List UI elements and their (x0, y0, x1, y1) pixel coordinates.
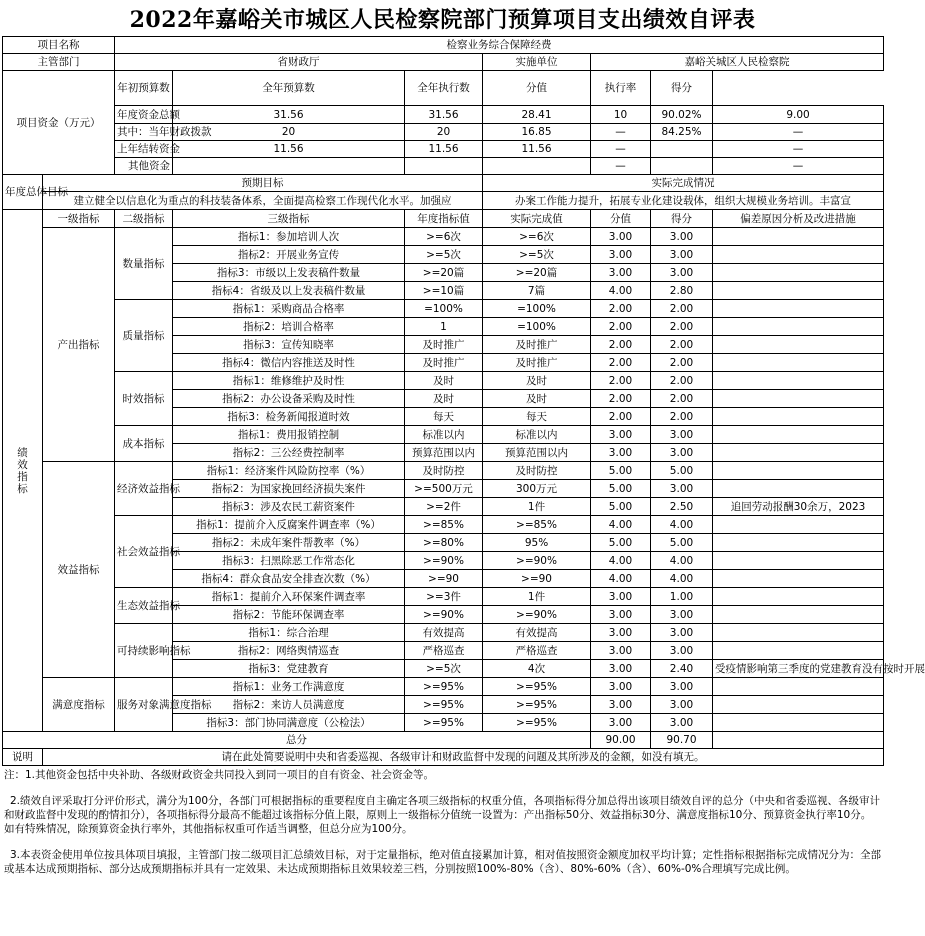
level3-indicator: 指标1：提前介入反腐案件调查率（%） (173, 516, 405, 534)
target-value: 及时防控 (405, 462, 483, 480)
level3-indicator: 指标1：参加培训人次 (173, 228, 405, 246)
target-value: >=90% (405, 552, 483, 570)
funds-value: 28.41 (483, 106, 591, 124)
level3-indicator: 指标2：网络舆情巡查 (173, 642, 405, 660)
table-row (3, 588, 884, 606)
actual-value: 严格巡查 (483, 642, 591, 660)
deviation-note (713, 408, 884, 426)
deviation-note (713, 534, 884, 552)
score-got: 3.00 (651, 444, 713, 462)
funds-value (651, 141, 713, 158)
target-value: >=6次 (405, 228, 483, 246)
score-got: 3.00 (651, 624, 713, 642)
deviation-note: 受疫情影响第三季度的党建教育没有按时开展 (713, 660, 884, 678)
level3-indicator: 指标2：为国家挽回经济损失案件 (173, 480, 405, 498)
score-got: 3.00 (651, 480, 713, 498)
target-value: >=500万元 (405, 480, 483, 498)
note-3: 3.本表资金使用单位按具体项目填报，主管部门按二级项目汇总绩效目标，对于定量指标，绝对值直接累加计算，相对值按照资金额度加权平均计算；定性指标根据指标完成情况分为：全部或基本达成预期指标、部分达成预期指标并具有一定效果、未达成预期指标且效果较差三档，分别按照100%-80%（含）、80%-60%（含）、60%-0%合理填写完成比例。 (4, 849, 882, 875)
score-weight: 5.00 (591, 480, 651, 498)
table-row (3, 54, 884, 71)
funds-value: 90.02% (651, 106, 713, 124)
score-got: 3.00 (651, 714, 713, 732)
perf-col-header: 得分 (651, 210, 713, 228)
funds-value: 11.56 (483, 141, 591, 158)
score-got: 3.00 (651, 228, 713, 246)
deviation-note (713, 300, 884, 318)
actual-value: >=90% (483, 606, 591, 624)
score-weight: 3.00 (591, 228, 651, 246)
level2-indicator: 成本指标 (115, 426, 173, 462)
deviation-note (713, 318, 884, 336)
score-got: 2.00 (651, 408, 713, 426)
notes (2, 768, 883, 876)
level3-indicator: 指标2：三公经费控制率 (173, 444, 405, 462)
table-row (3, 462, 884, 480)
score-weight: 5.00 (591, 498, 651, 516)
note-1: 注：1.其他资金包括中央补助、各级财政资金共同投入到同一项目的自有资金、社会资金等。 (4, 769, 435, 781)
level2-indicator: 服务对象满意度指标 (115, 678, 173, 732)
evaluation-table (2, 36, 925, 766)
table-row (3, 732, 884, 749)
perf-label-char: 标 (17, 482, 28, 495)
deviation-note (713, 444, 884, 462)
actual-value: 预算范围以内 (483, 444, 591, 462)
score-weight: 3.00 (591, 444, 651, 462)
target-value: >=20篇 (405, 264, 483, 282)
score-weight: 3.00 (591, 714, 651, 732)
project-name-value: 检察业务综合保障经费 (115, 37, 884, 54)
deviation-note (713, 282, 884, 300)
target-value: 及时推广 (405, 336, 483, 354)
deviation-note (713, 570, 884, 588)
target-value: 每天 (405, 408, 483, 426)
score-weight: 2.00 (591, 372, 651, 390)
score-got: 2.40 (651, 660, 713, 678)
funds-value: 9.00 (713, 106, 884, 124)
funds-col-header: 年初预算数 (115, 71, 173, 106)
score-weight: 3.00 (591, 588, 651, 606)
table-row (3, 624, 884, 642)
goals-label-text: 年度总体目标 (5, 186, 68, 198)
level3-indicator: 指标3：涉及农民工薪资案件 (173, 498, 405, 516)
target-value: 及时推广 (405, 354, 483, 372)
score-weight: 4.00 (591, 570, 651, 588)
score-weight: 3.00 (591, 642, 651, 660)
deviation-note (713, 552, 884, 570)
funds-row-name: 年度资金总额 (115, 106, 173, 124)
funds-value: 11.56 (173, 141, 405, 158)
perf-col-header: 二级指标 (115, 210, 173, 228)
score-got: 3.00 (651, 264, 713, 282)
score-got: 3.00 (651, 678, 713, 696)
funds-row-name: 其中：当年财政拨款 (115, 124, 173, 141)
table-row (3, 192, 884, 210)
actual-value: =100% (483, 318, 591, 336)
actual-value: 1件 (483, 498, 591, 516)
page-title: 2022年嘉峪关市城区人民检察院部门预算项目支出绩效自评表 (129, 7, 756, 33)
funds-row-name: 上年结转资金 (115, 141, 173, 158)
perf-label (3, 210, 43, 732)
actual-value: 标准以内 (483, 426, 591, 444)
level2-indicator: 质量指标 (115, 300, 173, 372)
funds-row-name: 其他资金 (115, 158, 173, 175)
level2-indicator: 数量指标 (115, 228, 173, 300)
total-label: 总分 (3, 732, 591, 749)
deviation-note (713, 246, 884, 264)
level3-indicator: 指标1：采购商品合格率 (173, 300, 405, 318)
deviation-note (713, 480, 884, 498)
deviation-note (713, 678, 884, 696)
table-row (3, 516, 884, 534)
funds-value: 31.56 (405, 106, 483, 124)
funds-value: 20 (405, 124, 483, 141)
level3-indicator: 指标4：微信内容推送及时性 (173, 354, 405, 372)
actual-value: 1件 (483, 588, 591, 606)
score-got: 3.00 (651, 426, 713, 444)
funds-value: 10 (591, 106, 651, 124)
deviation-note (713, 426, 884, 444)
deviation-note (713, 606, 884, 624)
score-weight: 3.00 (591, 264, 651, 282)
target-value: >=85% (405, 516, 483, 534)
level3-indicator: 指标4：省级及以上发表稿件数量 (173, 282, 405, 300)
goals-label (3, 175, 68, 210)
level3-indicator: 指标1：综合治理 (173, 624, 405, 642)
score-weight: 2.00 (591, 336, 651, 354)
target-value: 1 (405, 318, 483, 336)
target-value: 严格巡查 (405, 642, 483, 660)
actual-value: 及时 (483, 390, 591, 408)
table-row (3, 678, 884, 696)
target-value: 有效提高 (405, 624, 483, 642)
score-got: 5.00 (651, 462, 713, 480)
actual-value: >=85% (483, 516, 591, 534)
actual-value: 每天 (483, 408, 591, 426)
target-value: >=90% (405, 606, 483, 624)
score-got: 2.00 (651, 318, 713, 336)
actual-value: 及时防控 (483, 462, 591, 480)
funds-value: — (591, 124, 651, 141)
level3-indicator: 指标2：未成年案件帮教率（%） (173, 534, 405, 552)
deviation-note (713, 696, 884, 714)
target-value: >=5次 (405, 246, 483, 264)
score-weight: 2.00 (591, 408, 651, 426)
actual-value: >=95% (483, 714, 591, 732)
funds-col-header: 全年执行数 (405, 71, 483, 106)
target-value: 及时 (405, 390, 483, 408)
level2-indicator: 时效指标 (115, 372, 173, 426)
funds-col-header: 得分 (651, 71, 713, 106)
score-got: 3.00 (651, 246, 713, 264)
deviation-note (713, 714, 884, 732)
level3-indicator: 指标1：经济案件风险防控率（%） (173, 462, 405, 480)
actual-value: 4次 (483, 660, 591, 678)
project-name-label: 项目名称 (3, 37, 115, 54)
goals-expected: 建立健全以信息化为重点的科技装备体系，全面提高检察工作现代化水平。加强应 (43, 192, 483, 210)
score-weight: 3.00 (591, 696, 651, 714)
note-2: 2.绩效自评采取打分评价形式，满分为100分，各部门可根据指标的重要程度自主确定各项三级指标的权重分值，各项指标得分加总得出该项目绩效自评的总分（中央和省委巡视、各级审计和财政监督中发现的酌情扣分），各项指标得分最高不能超过该指标分值上限，原则上一级指标分值统一设置为：产出指标50分、效益指标30分、满意度指标10分、预算资金执行率10分。如有特殊情况，除预算资金执行率外，其他指标权重可作适当调整，但总分应为100分。 (4, 795, 881, 835)
impl-value: 嘉峪关城区人民检察院 (591, 54, 884, 71)
deviation-note (713, 462, 884, 480)
deviation-note: 追回劳动报酬30余万，2023 (713, 498, 884, 516)
target-value: >=2件 (405, 498, 483, 516)
deviation-note (713, 228, 884, 246)
target-value: >=5次 (405, 660, 483, 678)
table-row (3, 228, 884, 246)
goals-actual-label: 实际完成情况 (483, 175, 884, 192)
level1-indicator: 产出指标 (43, 228, 115, 462)
perf-col-header: 分值 (591, 210, 651, 228)
level3-indicator: 指标1：业务工作满意度 (173, 678, 405, 696)
funds-value: — (713, 124, 884, 141)
target-value: >=3件 (405, 588, 483, 606)
actual-value: 有效提高 (483, 624, 591, 642)
level3-indicator: 指标3：市级以上发表稿件数量 (173, 264, 405, 282)
table-row (3, 106, 884, 124)
level2-indicator: 经济效益指标 (115, 462, 173, 516)
funds-value: — (713, 141, 884, 158)
score-weight: 3.00 (591, 624, 651, 642)
level2-indicator: 生态效益指标 (115, 588, 173, 624)
level3-indicator: 指标2：开展业务宣传 (173, 246, 405, 264)
table-row (3, 124, 884, 141)
target-value: >=90 (405, 570, 483, 588)
dept-label: 主管部门 (3, 54, 115, 71)
perf-label-char: 效 (17, 458, 28, 471)
level3-indicator: 指标1：提前介入环保案件调查率 (173, 588, 405, 606)
score-weight: 4.00 (591, 282, 651, 300)
table-row (3, 749, 884, 766)
score-got: 4.00 (651, 570, 713, 588)
score-got: 2.00 (651, 372, 713, 390)
level2-indicator: 社会效益指标 (115, 516, 173, 588)
total-blank (713, 732, 884, 749)
perf-col-header: 年度指标值 (405, 210, 483, 228)
level1-indicator: 满意度指标 (43, 678, 115, 732)
deviation-note (713, 336, 884, 354)
funds-value: 84.25% (651, 124, 713, 141)
funds-value: 31.56 (173, 106, 405, 124)
deviation-note (713, 588, 884, 606)
funds-value (651, 158, 713, 175)
score-weight: 3.00 (591, 660, 651, 678)
actual-value: >=95% (483, 696, 591, 714)
target-value: >=95% (405, 678, 483, 696)
deviation-note (713, 642, 884, 660)
total-score: 90.00 (591, 732, 651, 749)
score-weight: 5.00 (591, 462, 651, 480)
actual-value: >=90 (483, 570, 591, 588)
level3-indicator: 指标1：维修维护及时性 (173, 372, 405, 390)
actual-value: >=20篇 (483, 264, 591, 282)
goals-expected-label: 预期目标 (43, 175, 483, 192)
actual-value: 95% (483, 534, 591, 552)
perf-label-char: 绩 (17, 446, 28, 459)
actual-value: 300万元 (483, 480, 591, 498)
score-weight: 3.00 (591, 606, 651, 624)
score-got: 2.00 (651, 354, 713, 372)
funds-label: 项目资金（万元） (3, 71, 115, 175)
score-got: 3.00 (651, 606, 713, 624)
score-got: 4.00 (651, 516, 713, 534)
score-got: 2.80 (651, 282, 713, 300)
impl-label: 实施单位 (483, 54, 591, 71)
score-weight: 4.00 (591, 552, 651, 570)
actual-value: 及时推广 (483, 354, 591, 372)
level3-indicator: 指标4：群众食品安全排查次数（%） (173, 570, 405, 588)
actual-value: >=90% (483, 552, 591, 570)
score-got: 4.00 (651, 552, 713, 570)
target-value: >=95% (405, 714, 483, 732)
table-row (3, 37, 884, 54)
target-value: >=95% (405, 696, 483, 714)
level3-indicator: 指标3：检务新闻报道时效 (173, 408, 405, 426)
table-row (3, 300, 884, 318)
score-weight: 3.00 (591, 678, 651, 696)
funds-col-header: 分值 (483, 71, 591, 106)
explain-label: 说明 (3, 749, 43, 766)
level3-indicator: 指标3：党建教育 (173, 660, 405, 678)
score-got: 1.00 (651, 588, 713, 606)
actual-value: >=6次 (483, 228, 591, 246)
level3-indicator: 指标2：节能环保调查率 (173, 606, 405, 624)
score-got: 2.00 (651, 300, 713, 318)
level3-indicator: 指标2：来访人员满意度 (173, 696, 405, 714)
table-row (3, 141, 884, 158)
deviation-note (713, 624, 884, 642)
score-got: 2.00 (651, 336, 713, 354)
table-row (3, 71, 884, 106)
target-value: 及时 (405, 372, 483, 390)
funds-value: — (713, 158, 884, 175)
level1-indicator: 效益指标 (43, 462, 115, 678)
score-weight: 4.00 (591, 516, 651, 534)
target-value: >=80% (405, 534, 483, 552)
funds-value: 16.85 (483, 124, 591, 141)
deviation-note (713, 354, 884, 372)
funds-value (483, 158, 591, 175)
score-weight: 5.00 (591, 534, 651, 552)
target-value: =100% (405, 300, 483, 318)
funds-value: — (591, 158, 651, 175)
actual-value: =100% (483, 300, 591, 318)
score-got: 3.00 (651, 642, 713, 660)
level3-indicator: 指标3：宣传知晓率 (173, 336, 405, 354)
deviation-note (713, 390, 884, 408)
perf-label-char: 指 (17, 470, 28, 483)
funds-value (173, 158, 405, 175)
level2-indicator: 可持续影响指标 (115, 624, 173, 678)
actual-value: 及时推广 (483, 336, 591, 354)
actual-value: >=5次 (483, 246, 591, 264)
score-weight: 2.00 (591, 318, 651, 336)
score-weight: 2.00 (591, 300, 651, 318)
score-got: 2.50 (651, 498, 713, 516)
level3-indicator: 指标3：扫黑除恶工作常态化 (173, 552, 405, 570)
table-row (3, 210, 884, 228)
funds-value: — (591, 141, 651, 158)
perf-col-header: 一级指标 (43, 210, 115, 228)
score-got: 3.00 (651, 696, 713, 714)
funds-value: 20 (173, 124, 405, 141)
goals-actual: 办案工作能力提升，拓展专业化建设载体，组织大规模业务培训。丰富宣 (483, 192, 884, 210)
score-got: 5.00 (651, 534, 713, 552)
table-row (3, 372, 884, 390)
level3-indicator: 指标3：部门协同满意度（公检法） (173, 714, 405, 732)
target-value: 标准以内 (405, 426, 483, 444)
table-row (3, 426, 884, 444)
actual-value: >=95% (483, 678, 591, 696)
target-value: 预算范围以内 (405, 444, 483, 462)
perf-col-header: 三级指标 (173, 210, 405, 228)
level3-indicator: 指标2：培训合格率 (173, 318, 405, 336)
score-weight: 2.00 (591, 354, 651, 372)
total-got: 90.70 (651, 732, 713, 749)
funds-col-header: 全年预算数 (173, 71, 405, 106)
score-weight: 3.00 (591, 426, 651, 444)
deviation-note (713, 372, 884, 390)
funds-value (405, 158, 483, 175)
funds-col-header: 执行率 (591, 71, 651, 106)
table-row (3, 175, 884, 192)
perf-col-header: 实际完成值 (483, 210, 591, 228)
deviation-note (713, 516, 884, 534)
score-got: 2.00 (651, 390, 713, 408)
table-row (3, 158, 884, 175)
target-value: >=10篇 (405, 282, 483, 300)
score-weight: 3.00 (591, 246, 651, 264)
level3-indicator: 指标1：费用报销控制 (173, 426, 405, 444)
perf-col-header: 偏差原因分析及改进措施 (713, 210, 884, 228)
explain-text: 请在此处简要说明中央和省委巡视、各级审计和财政监督中发现的问题及其所涉及的金额，如没有填无。 (43, 749, 884, 766)
actual-value: 7篇 (483, 282, 591, 300)
funds-value: 11.56 (405, 141, 483, 158)
deviation-note (713, 264, 884, 282)
dept-value: 省财政厅 (115, 54, 483, 71)
score-weight: 2.00 (591, 390, 651, 408)
actual-value: 及时 (483, 372, 591, 390)
level3-indicator: 指标2：办公设备采购及时性 (173, 390, 405, 408)
